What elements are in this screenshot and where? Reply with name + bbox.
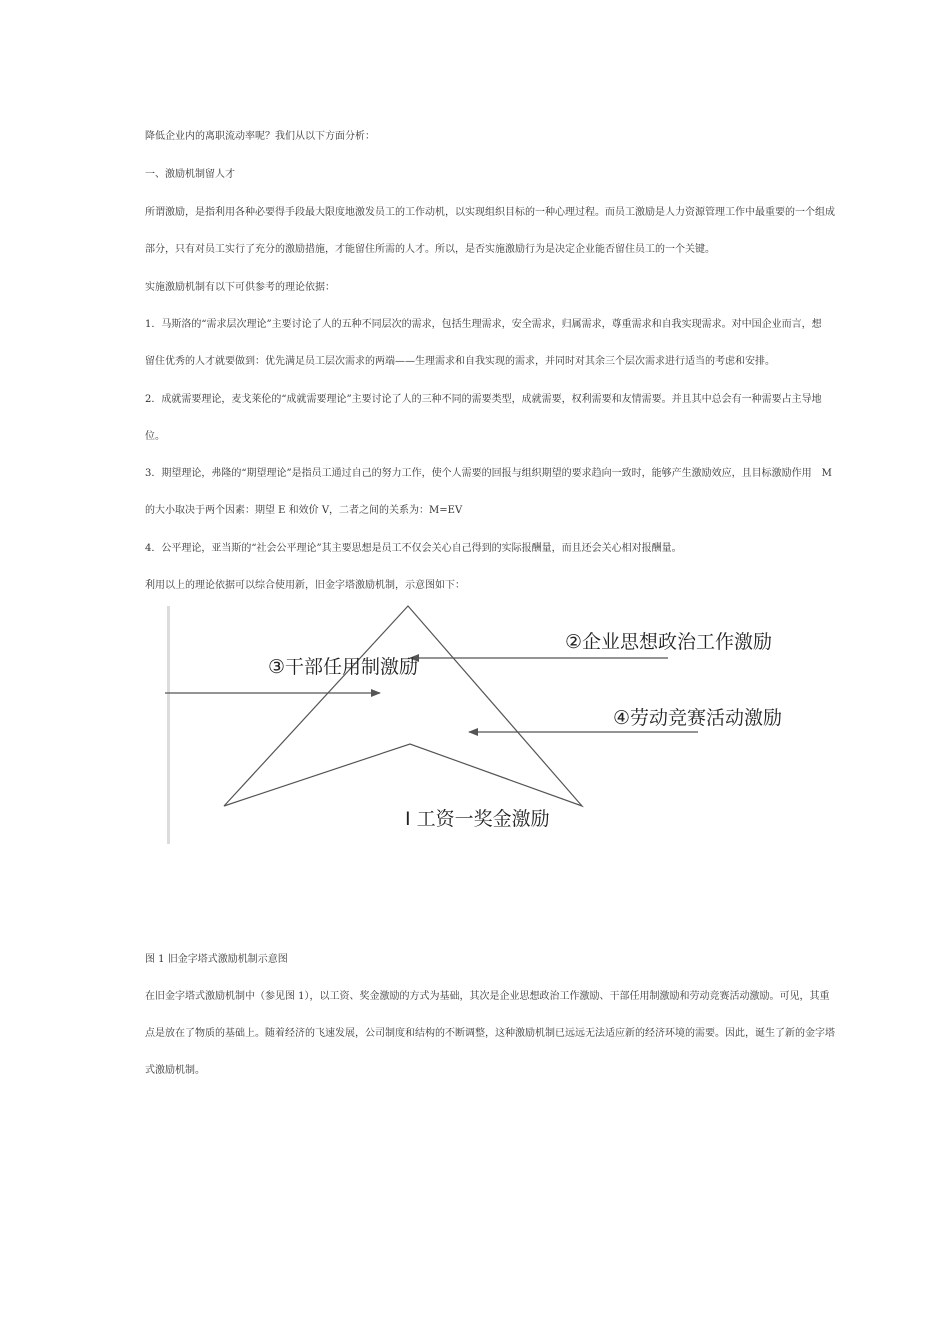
list-item-line: 的大小取决于两个因素：期望 E 和效价 V，二者之间的关系为：M=EV — [145, 505, 463, 516]
paragraph-line: 利用以上的理论依据可以综合使用新，旧金字塔激励机制，示意图如下： — [145, 580, 465, 591]
list-item-line: 3．期望理论，弗隆的“期望理论”是指员工通过自己的努力工作，使个人需要的回报与组织期望的要求趋向一致时，能够产生激励效应，且目标激励作用 M — [145, 468, 832, 479]
paragraph-line: 式激励机制。 — [145, 1065, 205, 1076]
label-enterprise-political: ②企业思想政治工作激励 — [565, 631, 773, 653]
list-item-line: 4．公平理论，亚当斯的“社会公平理论”其主要思想是员工不仅会关心自己得到的实际报酬量，而且还会关心相对报酬量。 — [145, 543, 682, 554]
pyramid-incentive-diagram — [160, 598, 800, 848]
list-item-line: 位。 — [145, 431, 165, 442]
list-item-line: 2．成就需要理论，麦戈莱伦的“成就需要理论”主要讨论了人的三种不同的需要类型，成就需要，权利需要和友情需要。并且其中总会有一种需要占主导地 — [145, 394, 822, 405]
left-edge-bar — [167, 606, 170, 844]
paragraph-line: 实施激励机制有以下可供参考的理论依据： — [145, 282, 335, 293]
paragraph-line: 点是放在了物质的基础上。随着经济的飞速发展，公司制度和结构的不断调整，这种激励机制已远远无法适应新的经济环境的需要。因此，诞生了新的金字塔 — [145, 1028, 835, 1039]
pyramid-outline — [224, 606, 582, 806]
paragraph-line: 所谓激励，是指利用各种必要得手段最大限度地激发员工的工作动机，以实现组织目标的一种心理过程。而员工激励是人力资源管理工作中最重要的一个组成 — [145, 207, 835, 218]
intro-line: 降低企业内的离职流动率呢？我们从以下方面分析： — [145, 131, 375, 142]
list-item-line: 1．马斯洛的“需求层次理论”主要讨论了人的五种不同层次的需求，包括生理需求，安全需求，归属需求，尊重需求和自我实现需求。对中国企业而言，想 — [145, 319, 822, 330]
list-item-line: 留住优秀的人才就要做到：优先满足员工层次需求的两端——生理需求和自我实现的需求，并同时对其余三个层次需求进行适当的考虑和安排。 — [145, 356, 775, 367]
paragraph-line: 部分，只有对员工实行了充分的激励措施，才能留住所需的人才。所以，是否实施激励行为是决定企业能否留住员工的一个关键。 — [145, 244, 715, 255]
label-labor-competition: ④劳动竞赛活动激励 — [613, 707, 783, 729]
label-cadre-appointment: ③干部任用制激励 — [268, 656, 419, 678]
paragraph-line: 在旧金字塔式激励机制中（参见图 1），以工资、奖金激励的方式为基础，其次是企业思想政治工作激励、干部任用制激励和劳动竞赛活动激励。可见，其重 — [145, 991, 830, 1002]
figure-caption: 图 1 旧金字塔式激励机制示意图 — [145, 954, 288, 965]
section-heading: 一、激励机制留人才 — [145, 169, 235, 180]
label-wage-bonus: Ⅰ 工资一奖金激励 — [405, 808, 550, 830]
